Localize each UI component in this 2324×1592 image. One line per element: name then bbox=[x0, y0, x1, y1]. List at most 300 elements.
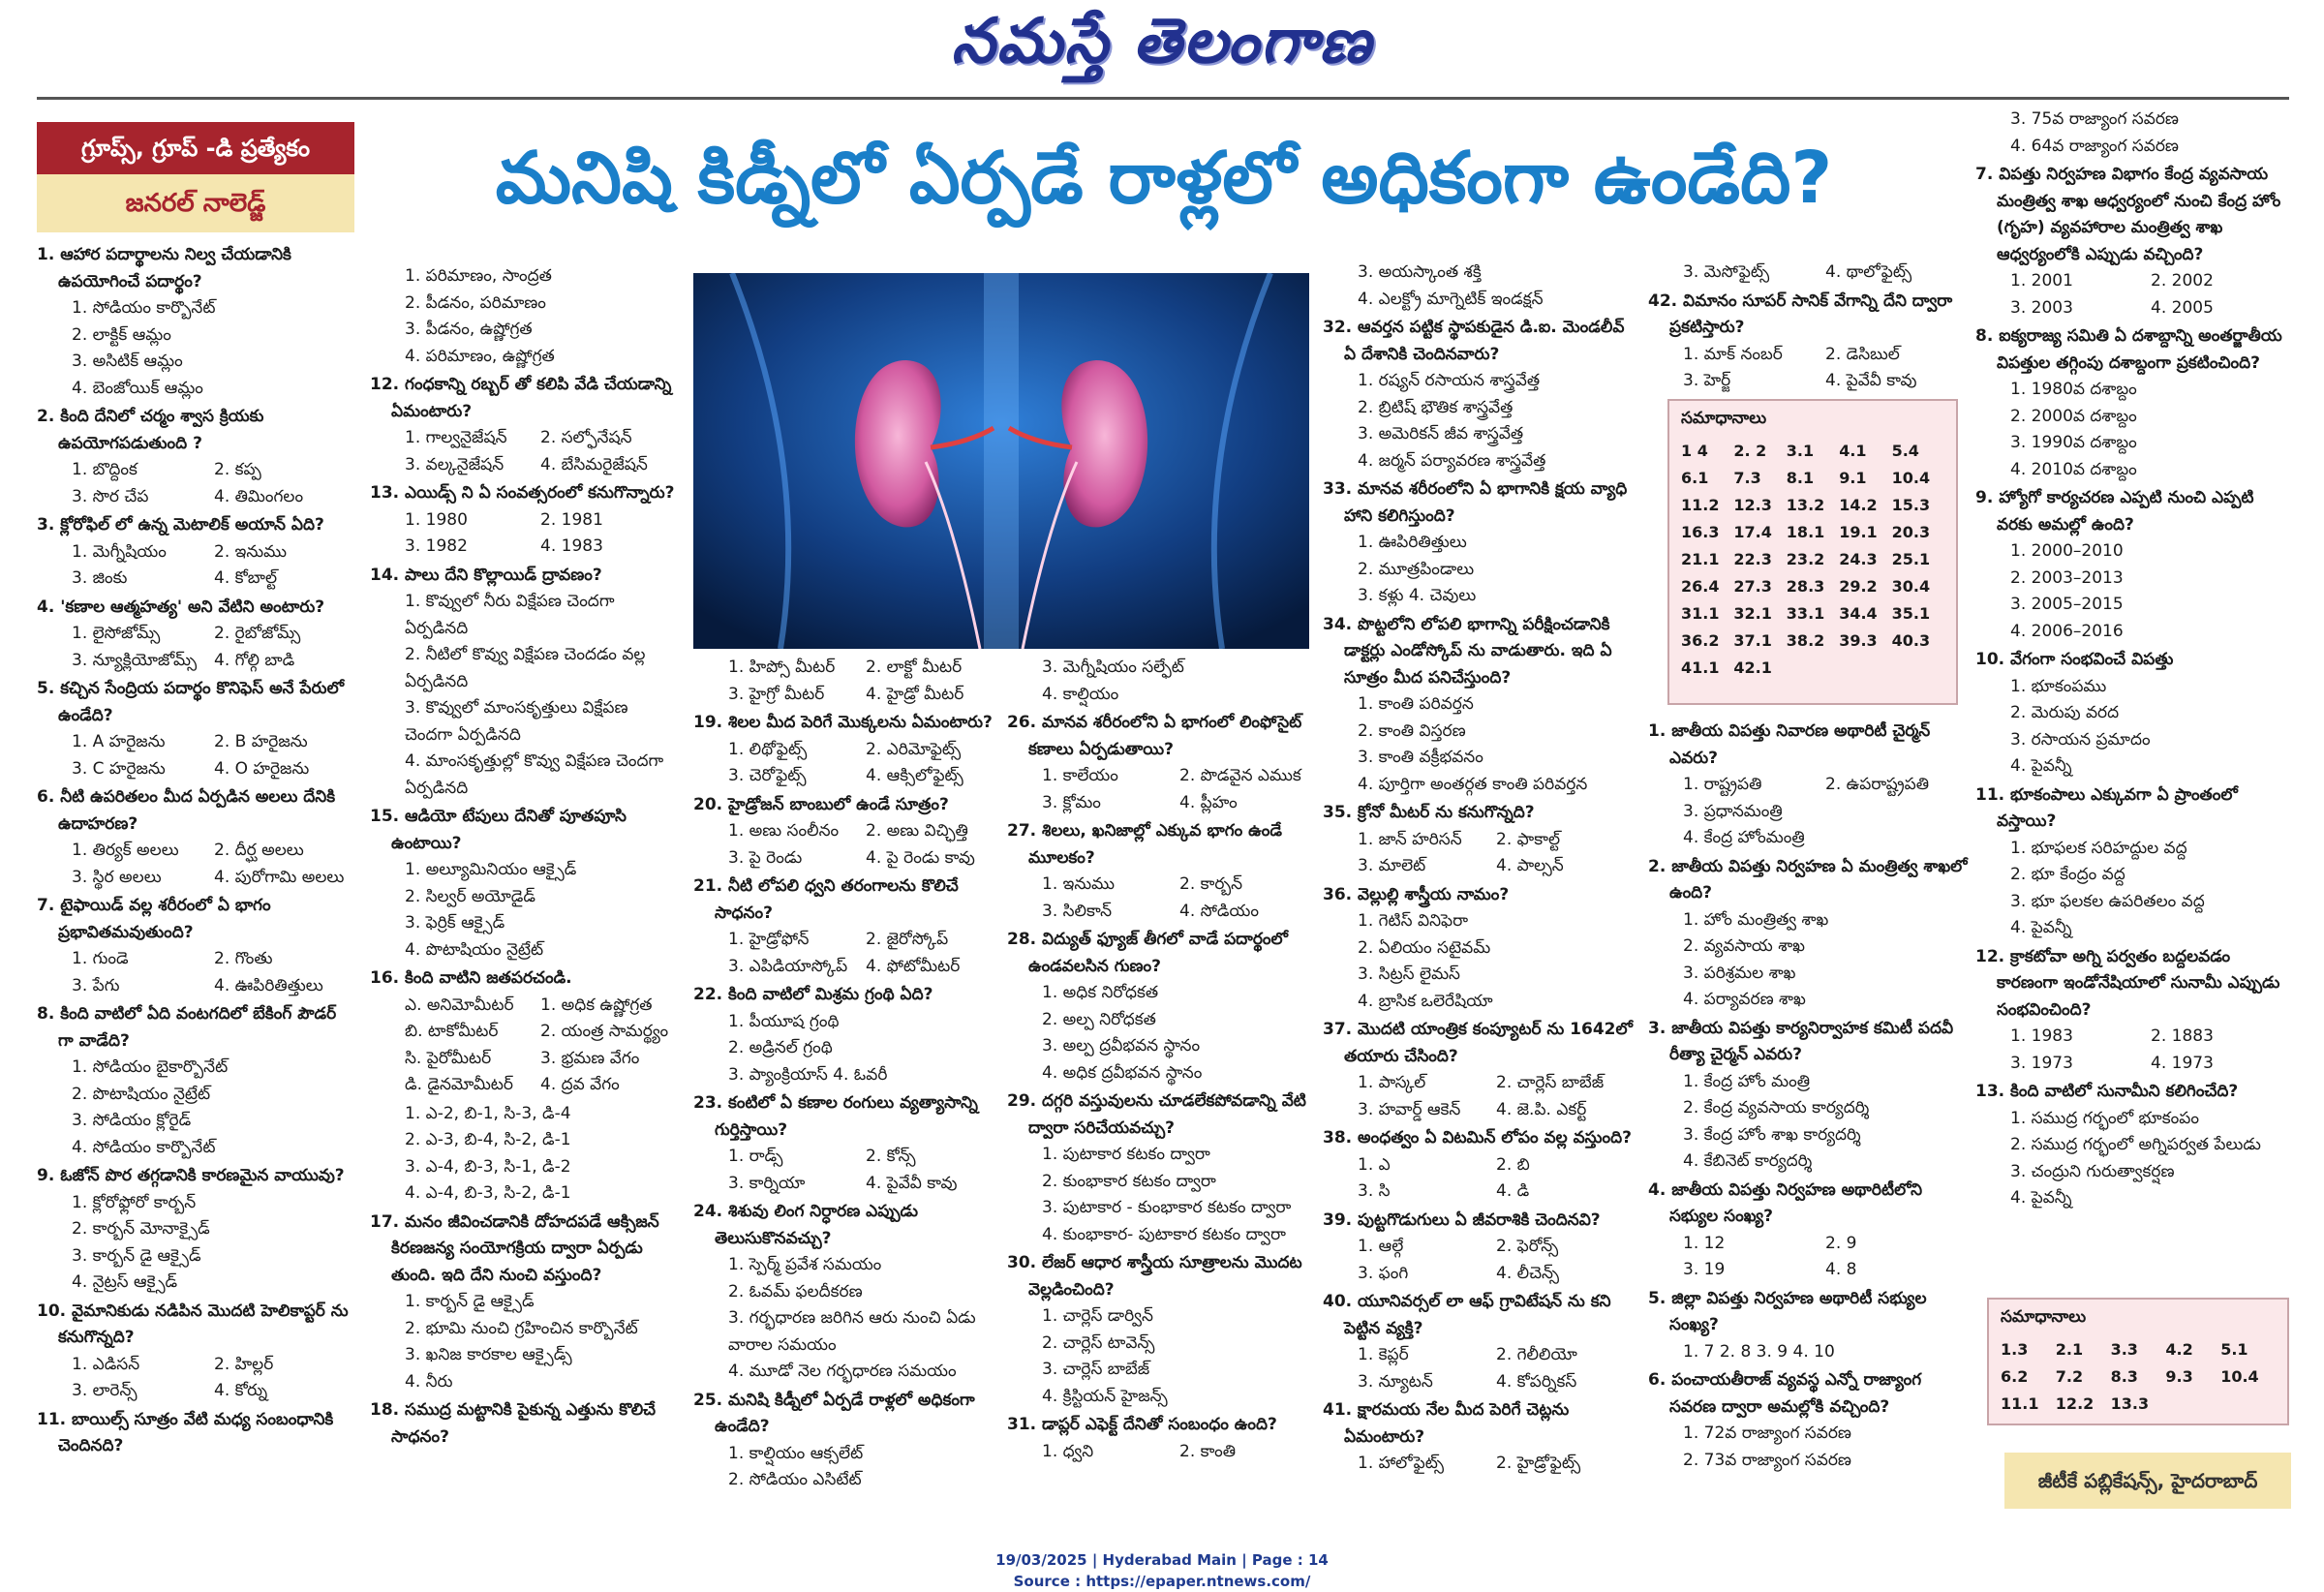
option: 1. అణు సంలీనం bbox=[728, 821, 840, 841]
option: 4. పైవేవీ కావు bbox=[1825, 371, 1917, 390]
option: 1. జాన్ హరిసన్ bbox=[1358, 829, 1462, 849]
option: 4. అధిక ద్రవీభవన స్థానం bbox=[1042, 1062, 1203, 1083]
section-tag-subtitle: జనరల్ నాలెడ్జ్ bbox=[125, 189, 266, 218]
option: 1. చార్లెస్ డార్విన్ bbox=[1042, 1306, 1153, 1326]
option-grid bbox=[1323, 1451, 1635, 1478]
option: 2. యంత్ర సామర్థ్యం bbox=[540, 1022, 669, 1041]
option: 3. న్యూక్లియోజోమ్స్ bbox=[72, 650, 198, 670]
option: 2. కోన్స్ bbox=[866, 1147, 916, 1166]
option: 4. బేసిమరైజేషన్ bbox=[540, 454, 648, 475]
answer-item: 23.2 bbox=[1786, 550, 1825, 568]
question-text: 13. ఎయిడ్స్ ని ఏ సంవత్సరంలో కనుగొన్నారు? bbox=[370, 483, 675, 503]
answer-item: 7.2 bbox=[2055, 1367, 2084, 1386]
option: 2. రైబోజోమ్స్ bbox=[214, 624, 301, 643]
question-text: 4. 'కణాల ఆత్మహత్య' అని వేటిని అంటారు? bbox=[37, 597, 325, 617]
option: 2. ఎ-3, బి-4, సి-2, డి-1 bbox=[405, 1130, 571, 1149]
question-item bbox=[1975, 107, 2291, 160]
question-item bbox=[37, 893, 356, 999]
answer-item: 17.4 bbox=[1733, 523, 1772, 541]
answer-item: 5.1 bbox=[2220, 1340, 2248, 1359]
answer-item: 10.4 bbox=[1891, 469, 1931, 487]
option: 2. కేంద్ర వ్యవసాయ కార్యదర్శి bbox=[1683, 1098, 1870, 1117]
option: 1. స్పెర్మ్ ప్రవేశ సమయం bbox=[728, 1255, 882, 1274]
question-item bbox=[370, 1397, 676, 1451]
option-grid bbox=[370, 993, 676, 1099]
question-item bbox=[1975, 1079, 2291, 1212]
option: 3. మెగ్నీషియం సల్ఫేట్ bbox=[1042, 658, 1184, 677]
question-item bbox=[1007, 1412, 1317, 1465]
question-text: 24. శిశువు లింగ నిర్ధారణ ఎప్పుడు తెలుసుకొనవచ్చు? bbox=[693, 1202, 919, 1248]
option: 2. ఫెరోన్స్ bbox=[1496, 1237, 1559, 1256]
column-2 bbox=[370, 263, 676, 1453]
question-text: 23. కంటిలో ఏ కణాల రంగులు వ్యత్యాసాన్ని గుర్తిస్తాయి? bbox=[693, 1093, 978, 1140]
option: 3. అసిటిక్ ఆమ్లం bbox=[72, 352, 183, 371]
option: 1. కెప్లర్ bbox=[1358, 1345, 1409, 1364]
option: 3. 1982 bbox=[405, 536, 468, 556]
question-text: 11. భూకంపాలు ఎక్కువగా ఏ ప్రాంతంలో వస్తాయి? bbox=[1975, 784, 2238, 831]
option-grid bbox=[37, 946, 356, 999]
option: 1. కాలేయం bbox=[1042, 766, 1118, 785]
option: 4. పొటాషియం నైట్రేట్ bbox=[405, 939, 544, 960]
question-item bbox=[37, 404, 356, 510]
option: 3. కార్నియా bbox=[728, 1173, 806, 1193]
option: 3. సోడియం క్లోరైడ్ bbox=[72, 1111, 192, 1130]
option: 1. సోడియం బైకార్బొనేట్ bbox=[72, 1057, 229, 1077]
kidney-illustration bbox=[693, 273, 1309, 649]
question-text: 21. నీటి లోపలి ధ్వని తరంగాలను కొలిచే సాధనం? bbox=[693, 876, 959, 923]
answer-item: 14.2 bbox=[1839, 496, 1878, 514]
answer-item: 12.3 bbox=[1733, 496, 1772, 514]
option: 4. బ్రాసిక ఒలెరేషియా bbox=[1358, 991, 1493, 1011]
option: సి. పైరోమీటర్ bbox=[405, 1048, 492, 1068]
masthead-title: నమస్తే తెలంగాణ bbox=[951, 5, 1373, 77]
question-item bbox=[1323, 1017, 1635, 1123]
footer-source: Source : https://epaper.ntnews.com/ bbox=[1013, 1573, 1311, 1590]
answer-item: 13.2 bbox=[1786, 496, 1825, 514]
option: 2. పొడవైన ఎముక bbox=[1179, 766, 1301, 785]
option: 1. ఊపిరితిత్తులు bbox=[1358, 533, 1467, 552]
question-item bbox=[370, 480, 676, 561]
option: 3. పై రెండు bbox=[728, 847, 803, 868]
option: 2. B హరైజను bbox=[214, 732, 308, 751]
footer bbox=[0, 1549, 2324, 1592]
answer-item: 10.4 bbox=[2220, 1367, 2259, 1386]
option: 1. 1980వ దశాబ్దం bbox=[2010, 380, 2137, 399]
headline: మనిషి కిడ్నీలో ఏర్పడే రాళ్లలో అధికంగా ఉండేది? bbox=[495, 137, 1833, 220]
question-item bbox=[693, 655, 1003, 708]
option: 2. సల్ఫోనేషన్ bbox=[540, 428, 632, 447]
option: 1. అల్యూమినియం ఆక్సైడ్ bbox=[405, 860, 577, 879]
option: 1. 12 bbox=[1683, 1233, 1726, 1253]
question-item bbox=[693, 792, 1003, 873]
option: 2. కప్ప bbox=[214, 460, 261, 479]
option: 2. హిల్లర్ bbox=[214, 1354, 274, 1374]
option: 3. చంద్రుని గురుత్వాకర్షణ bbox=[2010, 1161, 2175, 1181]
answer-item: 6.1 bbox=[1681, 469, 1709, 487]
option: 4. నీరు bbox=[405, 1371, 453, 1392]
question-item bbox=[693, 982, 1003, 1088]
option: 2. 9 bbox=[1825, 1233, 1857, 1253]
option: 2. గెలీలియో bbox=[1496, 1345, 1577, 1364]
question-text: 17. మనం జీవించడానికి దోహదపడే ఆక్సిజన్ కిరణజన్య సంయోగక్రియ ద్వారా ఏర్పడు తుంది. ఇది దేని నుంచి వస్తుంది? bbox=[370, 1211, 659, 1285]
option: 4. కోబాల్ట్ bbox=[214, 568, 278, 588]
option: 1. తిర్యక్ అలలు bbox=[72, 841, 179, 860]
option: 1. ధ్వని bbox=[1042, 1441, 1094, 1461]
option: 1. రాడ్స్ bbox=[728, 1147, 783, 1166]
question-text: 41. క్షారమయ నేల మీద పెరిగే చెట్లను ఏమంటారు? bbox=[1323, 1400, 1570, 1447]
option: 1. కాల్షియం ఆక్సలేట్ bbox=[728, 1443, 864, 1463]
spine-shape bbox=[984, 273, 1019, 649]
question-item bbox=[1975, 323, 2291, 483]
option: 3. 1973 bbox=[2010, 1053, 2073, 1073]
column-1 bbox=[37, 242, 356, 1462]
option: 3. భూ ఫలకల ఉపరితలం వద్ద bbox=[2010, 891, 2205, 911]
option: 4. ద్రవ వేగం bbox=[540, 1075, 620, 1094]
option-grid bbox=[37, 621, 356, 674]
question-item bbox=[37, 1163, 356, 1297]
answer-item: 25.1 bbox=[1891, 550, 1931, 568]
question-text: 5. కచ్చిన సేంద్రియ పదార్థం కొనిఫెస్ అనే పేరులో ఉండేది? bbox=[37, 679, 345, 725]
option: 2. సిల్వర్ అయోడైడ్ bbox=[405, 886, 535, 906]
answer-item: 40.3 bbox=[1891, 631, 1931, 650]
question-text: 9. ఓజోన్ పొర తగ్గడానికి కారణమైన వాయువు? bbox=[37, 1166, 345, 1185]
answer-item: 26.4 bbox=[1681, 577, 1720, 596]
answer-item: 22.3 bbox=[1733, 550, 1772, 568]
answer-item: 9.1 bbox=[1839, 469, 1867, 487]
question-text: 31. డాప్లర్ ఎఫెక్ట్ దేనితో సంబంధం ఉంది? bbox=[1007, 1415, 1277, 1434]
option: 4. కేబినెట్ కార్యదర్శి bbox=[1683, 1151, 1813, 1171]
option: 4. పై రెండు కావు bbox=[866, 847, 975, 868]
option-grid bbox=[37, 1352, 356, 1405]
option-grid bbox=[693, 1144, 1003, 1197]
option-grid bbox=[37, 729, 356, 782]
option: 4. పర్యావరణ శాఖ bbox=[1683, 990, 1806, 1009]
question-text: 3. క్లోరోఫిల్ లో ఉన్న మెటాలిక్ అయాన్ ఏది? bbox=[37, 515, 324, 535]
option: 2. చార్లెస్ బాబేజ్ bbox=[1496, 1073, 1605, 1092]
question-item bbox=[1975, 944, 2291, 1078]
option: 2. గొంతు bbox=[214, 949, 273, 968]
option: 3. హవార్డ్ ఆకెన్ bbox=[1358, 1099, 1461, 1119]
question-item bbox=[1323, 1208, 1635, 1288]
option: 4. పురోగామి అలలు bbox=[214, 867, 345, 887]
option: 1. హోం మంత్రిత్వ శాఖ bbox=[1683, 909, 1829, 930]
option: 1. మెగ్నీషియం bbox=[72, 541, 167, 562]
option-grid bbox=[37, 539, 356, 593]
option: 4. పాల్సన్ bbox=[1496, 856, 1564, 875]
question-item bbox=[37, 784, 356, 891]
option: 3. పేగు bbox=[72, 975, 120, 995]
option: 4. 8 bbox=[1825, 1260, 1857, 1279]
option: 2. పొటాషియం నైట్రేట్ bbox=[72, 1084, 211, 1104]
question-item bbox=[370, 804, 676, 964]
question-text: 25. మనిషి కిడ్నీలో ఏర్పడే రాళ్లలో అధికంగా ఉండేది? bbox=[693, 1390, 975, 1436]
option: 1. ఎడిసన్ bbox=[72, 1354, 140, 1374]
column-3 bbox=[693, 655, 1003, 1496]
question-item bbox=[37, 595, 356, 675]
option: 1. బొద్దింక bbox=[72, 460, 138, 479]
option-grid bbox=[1648, 772, 1968, 799]
question-item bbox=[370, 563, 676, 803]
question-text: 8. కింది వాటిలో ఏది వంటగదిలో బేకింగ్ పౌడర్ గా వాడేది? bbox=[37, 1004, 337, 1051]
option: 2. పీడనం, పరిమాణం bbox=[405, 292, 546, 313]
option-grid bbox=[1323, 1342, 1635, 1395]
option: 4. 64వ రాజ్యాంగ సవరణ bbox=[2010, 136, 2179, 156]
question-item bbox=[1648, 260, 1968, 287]
option-grid bbox=[370, 425, 676, 478]
question-text: 36. వెల్లుల్లి శాస్త్రీయ నామం? bbox=[1323, 884, 1510, 904]
option: 2. లాక్టో మీటర్ bbox=[866, 658, 963, 677]
option: 1. పీయూష గ్రంథి bbox=[728, 1011, 840, 1031]
option: 4. 2006–2016 bbox=[2010, 621, 2124, 641]
option: 3. ఖనిజ కారకాల ఆక్సైడ్స్ bbox=[405, 1345, 572, 1364]
option: 3. మాలెట్ bbox=[1358, 856, 1426, 875]
answer-item: 11.1 bbox=[2001, 1394, 2039, 1413]
option: 2. దీర్ఘ అలలు bbox=[214, 841, 304, 860]
option: 2. 1883 bbox=[2151, 1026, 2214, 1046]
section-tag bbox=[37, 122, 354, 232]
answer-item: 42.1 bbox=[1733, 658, 1772, 677]
option: 1. గాల్వనైజేషన్ bbox=[405, 428, 507, 447]
answer-item: 4.1 bbox=[1839, 442, 1867, 460]
kidney-illustration-svg bbox=[693, 273, 1309, 649]
question-text: 38. అంధత్వం ఏ విటమిన్ లోపం వల్ల వస్తుంది? bbox=[1323, 1128, 1632, 1148]
option: 1. హిప్సో మీటర్ bbox=[728, 658, 836, 677]
option: 3. చెరోఫైట్స్ bbox=[728, 766, 807, 785]
question-text: 10. వేగంగా సంభవించే విపత్తు bbox=[1975, 650, 2174, 669]
question-text: 29. దగ్గరి వస్తువులను చూడలేకపోవడాన్ని వేటి ద్వారా సరిచేయవచ్చు? bbox=[1007, 1091, 1306, 1138]
option: 1. రాష్ట్రపతి bbox=[1683, 775, 1762, 794]
answers-grid-2 bbox=[2001, 1336, 2276, 1418]
question-item bbox=[370, 965, 676, 1099]
option: 2. చార్లెస్ టావెన్స్ bbox=[1042, 1332, 1155, 1353]
option: 4. పైవన్నీ bbox=[2010, 756, 2072, 776]
answers-box-1 bbox=[1667, 399, 1958, 705]
question-item bbox=[1323, 882, 1635, 1016]
question-item bbox=[1007, 1088, 1317, 1248]
option: 1. కాంతి పరివర్తన bbox=[1358, 694, 1474, 714]
option: 3. 75వ రాజ్యాంగ సవరణ bbox=[2010, 109, 2179, 129]
question-item bbox=[1975, 647, 2291, 781]
option: 3. మెసోఫైట్స్ bbox=[1683, 262, 1770, 282]
option-grid bbox=[693, 927, 1003, 980]
option: 1. లైసోజోమ్స్ bbox=[72, 624, 161, 643]
question-text: 12. గంధకాన్ని రబ్బర్ తో కలిపి వేడి చేయడాన్ని ఏమంటారు? bbox=[370, 375, 672, 421]
option: 2. 1981 bbox=[540, 509, 603, 530]
option: 4. లీచెన్స్ bbox=[1496, 1263, 1560, 1283]
option: 4. 2010వ దశాబ్దం bbox=[2010, 459, 2137, 479]
option: 1. 72వ రాజ్యాంగ సవరణ bbox=[1683, 1424, 1851, 1443]
option: 1. అధిక నిరోధకత bbox=[1042, 983, 1159, 1002]
question-item bbox=[1975, 162, 2291, 321]
option: 3. ఎ-4, బి-3, సి-1, డి-2 bbox=[405, 1156, 571, 1177]
option: 4. తిమింగలం bbox=[214, 486, 304, 506]
question-text: 2. కింది దేనిలో చర్మం శ్వాస క్రియకు ఉపయోగపడుతుంది ? bbox=[37, 407, 264, 453]
question-item bbox=[37, 1001, 356, 1161]
option: 4. క్రిస్టియన్ హైజన్స్ bbox=[1042, 1386, 1168, 1406]
option: 2. అల్ప నిరోధకత bbox=[1042, 1009, 1156, 1029]
footer-date-edition: 19/03/2025 | Hyderabad Main | Page : 14 bbox=[995, 1551, 1329, 1569]
option: 1. గుండె bbox=[72, 949, 129, 968]
option-grid bbox=[1007, 763, 1317, 816]
option: 3. ఎపిడియాస్కోప్ bbox=[728, 956, 848, 976]
answer-item: 16.3 bbox=[1681, 523, 1720, 541]
question-item bbox=[37, 1299, 356, 1405]
option: 3. కేంద్ర హోం శాఖ కార్యదర్శి bbox=[1683, 1124, 1861, 1145]
option: 4. O హరైజను bbox=[214, 758, 310, 779]
question-text: 11. బాయిల్స్ సూత్రం వేటి మధ్య సంబంధానికి చెందినది? bbox=[37, 1409, 334, 1455]
question-text: 16. కింది వాటిని జతపరచండి. bbox=[370, 968, 572, 988]
option: 2. భూ కేంద్రం వద్ద bbox=[2010, 865, 2125, 884]
option: 1. లిథోఫైట్స్ bbox=[728, 739, 808, 759]
question-text: 9. హ్యోగో కార్యచరణ ఎప్పటి నుంచి ఎప్పటి వరకు అమల్లో ఉంది? bbox=[1975, 488, 2254, 535]
option: 3. పుటాకార - కుంభాకార కటకం ద్వారా bbox=[1042, 1198, 1292, 1217]
option: 3. హెర్జ్ bbox=[1683, 371, 1731, 390]
answer-item: 21.1 bbox=[1681, 550, 1720, 568]
option: 2. కార్బన్ bbox=[1179, 874, 1243, 894]
option: 2. కాంతి bbox=[1179, 1441, 1237, 1461]
question-text: 26. మానవ శరీరంలోని ఏ భాగంలో లింఫోసైట్ కణాలు ఏర్పడుతాయి? bbox=[1007, 713, 1302, 759]
question-item bbox=[1323, 612, 1635, 799]
option: 3. కాంతి వక్రీభవనం bbox=[1358, 748, 1483, 767]
option: 2. ఓవమ్ ఫలదీకరణ bbox=[728, 1281, 863, 1301]
option: 2. మెరుపు వరద bbox=[2010, 703, 2120, 722]
option: 2. ఇనుము bbox=[214, 541, 288, 562]
section-tag-title: గ్రూప్స్, గ్రూప్ -డి ప్రత్యేకం bbox=[37, 122, 354, 174]
option: 4. 2005 bbox=[2151, 297, 2214, 318]
option-grid bbox=[1323, 1152, 1635, 1206]
option: 4. బెంజోయిక్ ఆమ్లం bbox=[72, 378, 203, 398]
question-text: 27. శిలలు, ఖనిజాల్లో ఎక్కువ భాగం ఉండే మూలకం? bbox=[1007, 821, 1282, 868]
answer-item: 5.4 bbox=[1891, 442, 1919, 460]
option: 3. లారెన్స్ bbox=[72, 1381, 138, 1400]
answer-item: 39.3 bbox=[1839, 631, 1878, 650]
option-grid bbox=[693, 737, 1003, 790]
question-item bbox=[1648, 289, 1968, 395]
question-item bbox=[693, 710, 1003, 790]
question-text: 2. జాతీయ విపత్తు నిర్వహణ ఏ మంత్రిత్వ శాఖలో ఉంది? bbox=[1648, 856, 1968, 903]
option: 2. మూత్రపిండాలు bbox=[1358, 559, 1475, 579]
option: 4. కుంభాకార- పుటాకార కటకం ద్వారా bbox=[1042, 1224, 1286, 1244]
option: 1. ఎ-2, బి-1, సి-3, డి-4 bbox=[405, 1103, 571, 1123]
option-grid bbox=[1648, 260, 1968, 287]
option-grid bbox=[1323, 827, 1635, 880]
question-text: 3. జాతీయ విపత్తు కార్యనిర్వాహక కమిటీ పదవీ రీత్యా చైర్మన్ ఎవరు? bbox=[1648, 1018, 1954, 1064]
option: 1. సోడియం కార్బొనేట్ bbox=[72, 298, 216, 318]
option: ఎ. అనిమోమీటర్ bbox=[405, 995, 514, 1015]
option: 4. పైవేవీ కావు bbox=[866, 1173, 958, 1193]
option-grid bbox=[37, 838, 356, 891]
option: 4. కాల్షియం bbox=[1042, 684, 1119, 704]
option: 4. జె.పి. ఎకర్ట్ bbox=[1496, 1099, 1587, 1119]
option: 3. అమెరికన్ జీవ శాస్త్రవేత్త bbox=[1358, 424, 1524, 444]
question-text: 30. లేజర్ ఆధార శాస్త్రీయ సూత్రాలను మొదట వెల్లడించింది? bbox=[1007, 1253, 1302, 1300]
question-text: 1. ఆహార పదార్థాలను నిల్వ చేయడానికి ఉపయోగించే పదార్థం? bbox=[37, 245, 291, 291]
column-5 bbox=[1323, 260, 1635, 1480]
question-text: 37. మొదటి యాంత్రిక కంప్యూటర్ ను 1642లో తయారు చేసింది? bbox=[1323, 1020, 1633, 1066]
question-item bbox=[37, 1407, 356, 1460]
answer-item: 1 4 bbox=[1681, 442, 1708, 460]
question-item bbox=[1007, 655, 1317, 708]
answers-title-1: సమాధానాలు bbox=[1681, 409, 1767, 428]
question-text: 39. పుట్టగొడుగులు ఏ జీవరాశికి చెందినవి? bbox=[1323, 1209, 1601, 1230]
answer-item: 11.2 bbox=[1681, 496, 1720, 514]
option: 1. ఎ bbox=[1358, 1154, 1391, 1175]
question-item bbox=[693, 1388, 1003, 1494]
option: 4. కేంద్ర హోంమంత్రి bbox=[1683, 828, 1805, 847]
option: 3. ఫంగి bbox=[1358, 1263, 1409, 1283]
question-text: 7. విపత్తు నిర్వహణ విభాగం కేంద్ర వ్యవసాయ మంత్రిత్వ శాఖ ఆధ్వర్యంలో నుంచి కేంద్ర హోం (గృహ) వ్యవహారాల మంత్రిత్వ శాఖ ఆధ్వర్యంలోకి ఎప్పుడు వచ్చింది? bbox=[1975, 165, 2281, 264]
answer-item: 35.1 bbox=[1891, 604, 1931, 623]
option: 2. ఉపరాష్ట్రపతి bbox=[1825, 775, 1930, 794]
answer-item: 9.3 bbox=[2165, 1367, 2193, 1386]
option-grid bbox=[37, 457, 356, 510]
option: 4. 1973 bbox=[2151, 1053, 2214, 1073]
question-text: 20. హైడ్రోజన్ బాంబులో ఉండే సూత్రం? bbox=[693, 794, 949, 814]
option: 4. ఫోటోమీటర్ bbox=[866, 956, 961, 976]
answer-item: 19.1 bbox=[1839, 523, 1878, 541]
question-text: 1. జాతీయ విపత్తు నివారణ అథారిటీ చైర్మన్ ఎవరు? bbox=[1648, 721, 1931, 768]
option: 4. మూడో నెల గర్భధారణ సమయం bbox=[728, 1362, 957, 1381]
answer-item: 18.1 bbox=[1786, 523, 1825, 541]
option: 1. 1983 bbox=[2010, 1026, 2073, 1046]
question-text: 32. ఆవర్తన పట్టిక స్థాపకుడైన డి.ఐ. మెండలీవ్ ఏ దేశానికి చెందినవారు? bbox=[1323, 318, 1625, 364]
answer-item: 2. 2 bbox=[1733, 442, 1767, 460]
option-grid bbox=[693, 655, 1003, 708]
option: 4. సోడియం bbox=[1179, 901, 1259, 921]
question-item bbox=[1648, 1286, 1968, 1366]
question-text: 33. మానవ శరీరంలోని ఏ భాగానికి క్షయ వ్యాధి హాని కలిగిస్తుంది? bbox=[1323, 479, 1628, 526]
option: 4. పైవన్నీ bbox=[2010, 918, 2072, 937]
option: 2. వ్యవసాయ శాఖ bbox=[1683, 936, 1806, 956]
question-text: 35. క్రోనో మీటర్ ను కనుగొన్నది? bbox=[1323, 803, 1535, 822]
option: 3. ఫెర్రిక్ ఆక్సైడ్ bbox=[405, 913, 505, 933]
option: 1. రష్యన్ రసాయన శాస్త్రవేత్త bbox=[1358, 371, 1541, 390]
question-item bbox=[1323, 476, 1635, 610]
question-item bbox=[1648, 1178, 1968, 1284]
question-item bbox=[1007, 818, 1317, 925]
answer-item: 12.2 bbox=[2055, 1394, 2095, 1413]
question-item bbox=[37, 512, 356, 593]
option: 4. ఊపిరితిత్తులు bbox=[214, 975, 323, 995]
question-item bbox=[1323, 315, 1635, 475]
question-text: 8. ఐక్యరాజ్య సమితి ఏ దశాబ్దాన్ని అంతర్జాతీయ విపత్తుల తగ్గింపు దశాబ్దంగా ప్రకటించింది? bbox=[1975, 326, 2282, 373]
answer-item: 15.3 bbox=[1891, 496, 1931, 514]
option: 3. కార్బన్ డై ఆక్సైడ్ bbox=[72, 1245, 201, 1266]
answer-item: 30.4 bbox=[1891, 577, 1931, 596]
option: 3. హైగ్రో మీటర్ bbox=[728, 684, 825, 704]
option: 3. సిలికాన్ bbox=[1042, 901, 1113, 921]
question-text: 10. వైమానికుడు నడిపిన మొదటి హెలికాప్టర్ ను కనుగొన్నది? bbox=[37, 1301, 349, 1347]
option: 2. 2002 bbox=[2151, 271, 2214, 291]
question-text: 12. క్రాకటోవా అగ్ని పర్వతం బద్దలవడం కారణంగా ఇండోనేషియాలో సునామీ ఎప్పుడు సంభవించింది? bbox=[1975, 946, 2280, 1020]
option: 2. కార్బన్ మోనాక్సైడ్ bbox=[72, 1219, 210, 1239]
option: 3. వల్కనైజేషన్ bbox=[405, 454, 505, 475]
option: 2. బ్రిటిష్ భౌతిక శాస్త్రవేత్త bbox=[1358, 397, 1514, 417]
answer-item: 1.3 bbox=[2001, 1340, 2029, 1359]
option: 2. డెసిబుల్ bbox=[1825, 344, 1900, 364]
question-item bbox=[37, 242, 356, 402]
option-grid bbox=[1975, 268, 2291, 321]
option: 2. లాక్టిక్ ఆమ్లం bbox=[72, 324, 171, 345]
question-item bbox=[1323, 1125, 1635, 1206]
option: 4. ఎ-4, బి-3, సి-2, డి-1 bbox=[405, 1183, 571, 1203]
option: 4. థాలోఫైట్స్ bbox=[1825, 262, 1912, 282]
question-item bbox=[370, 1209, 676, 1396]
option: 3. జింకు bbox=[72, 568, 128, 588]
question-text: 42. విమానం సూపర్ సానిక్ వేగాన్ని దేని ద్వారా ప్రకటిస్తారు? bbox=[1648, 291, 1953, 337]
option: 4. మాంసకృత్తుల్లో కొవ్వు విక్షేపణ చెందగా ఏర్పడినది bbox=[405, 751, 664, 798]
answers-grid-1 bbox=[1681, 438, 1944, 682]
